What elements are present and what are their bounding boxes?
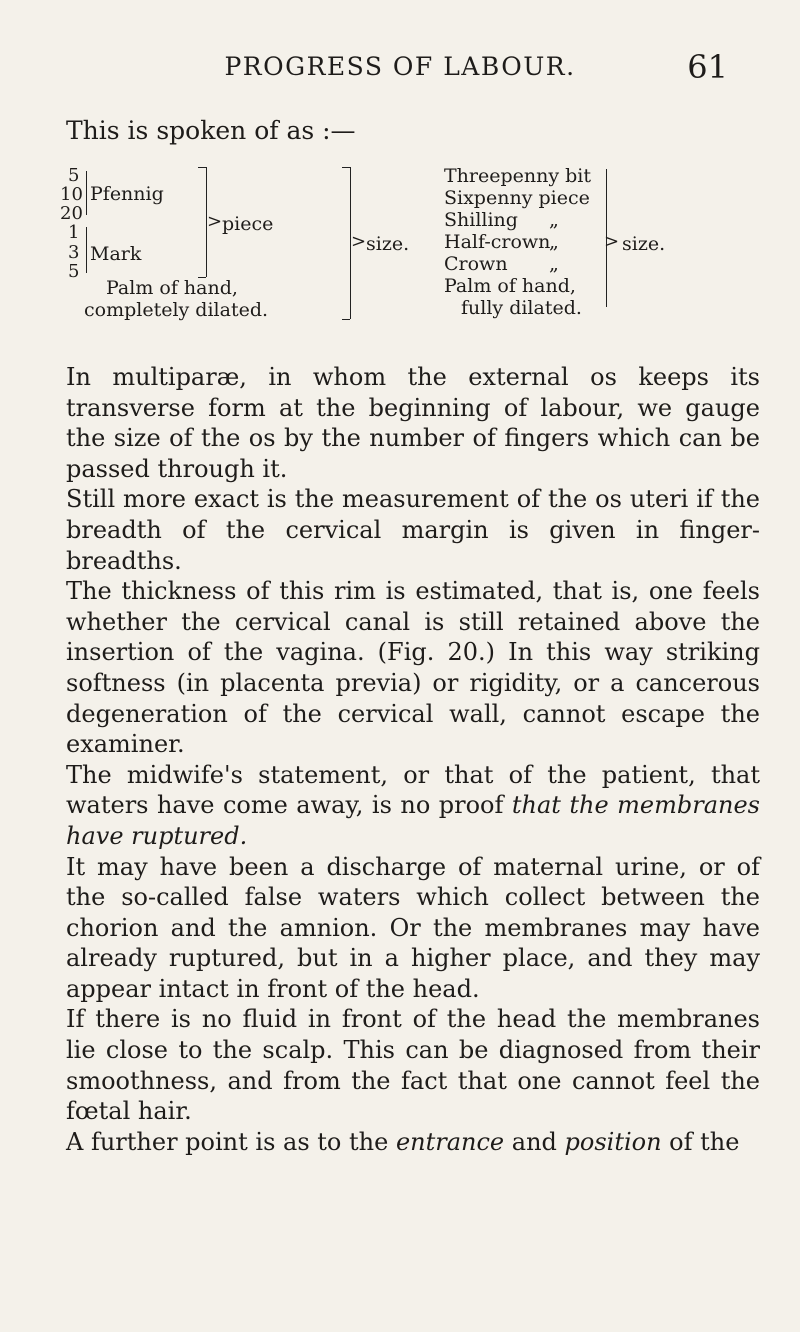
paragraph-thickness: The thickness of this rim is estimated, that is, one feels whether the cervical canal is still retained above the insertion of the vagina. (Fig. 20.) In this way striking softness (in placenta previa) or rigidity, or a cancerous degeneration of the cervical wall, cannot escape the examiner. bbox=[66, 577, 760, 759]
paragraph-multiparae: In multiparæ, in whom the external os keeps its transverse form at the beginning of labour, we gauge the size of the os by the number of fingers which can be passed through it. bbox=[66, 363, 760, 483]
number-1: 1 bbox=[68, 222, 80, 243]
size-label-left: size. bbox=[366, 233, 410, 255]
palm-line-2: completely dilated. bbox=[84, 299, 269, 321]
further-emphasis-position: position bbox=[564, 1127, 662, 1156]
item-threepenny: Threepenny bit bbox=[444, 165, 592, 187]
further-text-c: of the bbox=[661, 1127, 740, 1156]
bracket-size-right-point: > bbox=[604, 231, 620, 252]
further-text-b: and bbox=[504, 1127, 565, 1156]
number-5b: 5 bbox=[68, 261, 80, 282]
ditto-1: „ bbox=[549, 209, 559, 231]
size-label-right: size. bbox=[622, 233, 666, 255]
running-title: PROGRESS OF LABOUR. bbox=[224, 52, 576, 81]
page-number: 61 bbox=[687, 48, 728, 86]
bracket-piece-top bbox=[198, 167, 206, 168]
bracket-size-left-point: > bbox=[351, 231, 367, 252]
ditto-2: „ bbox=[549, 231, 559, 253]
midwife-text: The midwife's statement, or that of the patient, that waters have come away, is no proof bbox=[66, 760, 760, 820]
midwife-emphasis: that the membranes have ruptured. bbox=[66, 791, 760, 850]
mark-label: Mark bbox=[90, 243, 142, 265]
further-text-a: A further point is as to the bbox=[66, 1127, 396, 1156]
number-5: 5 bbox=[68, 165, 80, 186]
item-crown: Crown bbox=[444, 253, 508, 275]
intro-line: This is spoken of as :— bbox=[66, 116, 356, 145]
page-header bbox=[0, 48, 800, 92]
brace-pfennig bbox=[80, 171, 87, 215]
paragraph-no-fluid: If there is no fluid in front of the head the membranes lie close to the scalp. This can be diagnosed from their smoothness, and from the fact that one cannot feel the fœtal hair. bbox=[66, 1005, 760, 1126]
bracket-piece-point: > bbox=[207, 211, 223, 232]
bracket-size-left-top bbox=[342, 167, 350, 168]
piece-label: piece bbox=[222, 213, 274, 235]
number-3: 3 bbox=[68, 242, 80, 263]
item-half-crown: Half-crown bbox=[444, 231, 551, 253]
number-20: 20 bbox=[60, 203, 83, 224]
item-sixpenny: Sixpenny piece bbox=[444, 187, 590, 209]
further-emphasis-entrance: entrance bbox=[395, 1127, 505, 1156]
palm-line-1: Palm of hand, bbox=[106, 277, 238, 299]
item-shilling: Shilling bbox=[444, 209, 518, 231]
number-10: 10 bbox=[60, 184, 83, 205]
pfennig-label: Pfennig bbox=[90, 183, 164, 205]
ditto-3: „ bbox=[549, 253, 559, 275]
os-size-comparison-table bbox=[60, 165, 766, 355]
item-palm-hand: Palm of hand, bbox=[444, 275, 576, 297]
paragraph-further-point bbox=[66, 1127, 760, 1158]
brace-mark bbox=[80, 227, 87, 273]
paragraph-midwife bbox=[66, 760, 760, 852]
bracket-size-left-bottom bbox=[342, 319, 350, 320]
paragraph-discharge: It may have been a discharge of maternal urine, or of the so-called false waters which collect between the chorion and the amnion. Or the membranes may have already ruptured, but in a higher place, and they may appear intact in front of the head. bbox=[66, 852, 760, 1003]
body-text bbox=[66, 362, 760, 1157]
paragraph-measurement: Still more exact is the measurement of the os uteri if the breadth of the cervical margin is given in finger-breadths. bbox=[66, 485, 760, 575]
item-fully-dilated: fully dilated. bbox=[461, 297, 582, 319]
